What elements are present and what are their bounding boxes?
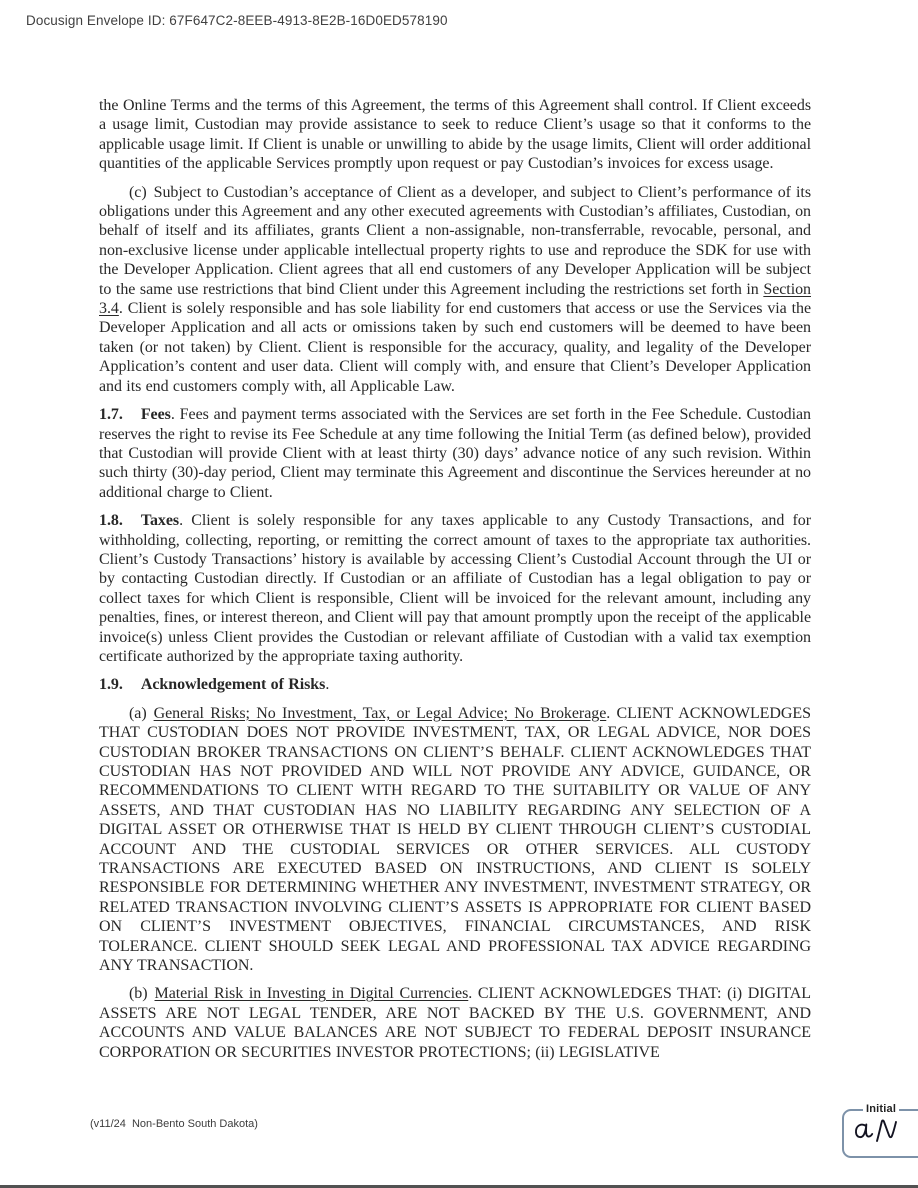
clause-c-lead-text: Subject to Custodian’s acceptance of Client as a developer, and subject to Client’s performance of its obligations under this Agreement and any other executed agreements with Custodian’s affiliates, Custodian, on behalf of itself and its affiliates, grants Client a non-assignable, non-transferrable, revocable, personal, and non-exclusive license under applicable intellectual property rights to use and reproduce the SDK for use with the Developer Application. Client agrees that all end customers of any Developer Application will be subject to the same use restrictions that bind Client under this Agreement including the restrictions set forth in	[99, 183, 811, 298]
clause-c-rest-text: . Client is solely responsible and has sole liability for end customers that access or use the Services via the Developer Application and all acts or omissions taken by such end customers will be deemed to have been taken (or not taken) by Client. Client is responsible for the accuracy, quality, and legality of the Developer Application’s content and user data. Client will comply with, and ensure that Client’s Developer Application and its end customers comply with, all Applicable Law.	[99, 300, 811, 395]
paragraph-b-material-risk	[99, 984, 811, 1062]
section-3-4-reference: Section 3.4	[99, 280, 811, 318]
section-title-fees: Fees	[140, 406, 171, 424]
paragraph-usage-limits: the Online Terms and the terms of this Agreement, the terms of this Agreement shall control. If Client exceeds a usage limit, Custodian may provide assistance to seek to reduce Client’s usage so that it conforms to the applicable usage limit. If Client is unable or unwilling to abide by the usage limits, Client will order additional quantities of the applicable Services promptly upon request or pay Custodian’s invoices for excess usage.	[99, 97, 811, 173]
clause-b-underlined-heading: Material Risk in Investing in Digital Currencies	[154, 985, 469, 1003]
section-1-8-taxes	[99, 511, 811, 666]
document-body	[99, 96, 811, 1071]
clause-a-underlined-heading: General Risks; No Investment, Tax, or Legal Advice; No Brokerage	[153, 704, 607, 722]
section-1-7-text: . Fees and payment terms associated with the Services are set forth in the Fee Schedule. Custodian reserves the right to revise its Fee Schedule at any time following the Initial Term (as defined below), provided that Custodian will provide Client with at least thirty (30) days’ advance notice of any such revision. Within such thirty (30)-day period, Client may terminate this Agreement and discontinue the Services hereunder at no additional charge to Client.	[99, 406, 811, 501]
clause-marker-b: (b)	[129, 985, 148, 1003]
clause-b-text: . CLIENT ACKNOWLEDGES THAT: (i) DIGITAL ASSETS ARE NOT LEGAL TENDER, ARE NOT BACKED BY THE U.S. GOVERNMENT, AND ACCOUNTS AND VALUE BALANCES ARE NOT SUBJECT TO FEDERAL DEPOSIT INSURANCE CORPORATION OR SECURITIES INVESTOR PROTECTIONS; (ii) LEGISLATIVE	[99, 985, 811, 1061]
docusign-envelope-id: Docusign Envelope ID: 67F647C2-8EEB-4913-8E2B-16D0ED578190	[26, 13, 448, 28]
paragraph-c-sdk-license	[99, 183, 811, 396]
paragraph-a-general-risks	[99, 704, 811, 976]
section-1-7-fees	[99, 405, 811, 502]
section-title-taxes: Taxes	[140, 512, 180, 530]
clause-marker-a: (a)	[129, 704, 147, 722]
clause-a-text: . CLIENT ACKNOWLEDGES THAT CUSTODIAN DOES NOT PROVIDE INVESTMENT, TAX, OR LEGAL ADVICE, NOR DOES CUSTODIAN BROKER TRANSACTIONS ON CLIENT’S BEHALF. CLIENT ACKNOWLEDGES THAT CUSTODIAN HAS NOT PROVIDED AND WILL NOT PROVIDE ANY ADVICE, GUIDANCE, OR RECOMMENDATIONS TO CLIENT WITH REGARD TO THE SUITABILITY OR VALUE OF ANY ASSETS, AND THAT CUSTODIAN HAS NO LIABILITY REGARDING ANY SELECTION OF A DIGITAL ASSET OR OTHERWISE THAT IS HELD BY CLIENT THROUGH CLIENT’S CUSTODIAL ACCOUNT AND THE CUSTODIAL SERVICES OR OTHER SERVICES. ALL CUSTODY TRANSACTIONS ARE EXECUTED BASED ON INSTRUCTIONS, AND CLIENT IS SOLELY RESPONSIBLE FOR DETERMINING WHETHER ANY INVESTMENT, INVESTMENT STRATEGY, OR RELATED TRANSACTION INVOLVING CLIENT’S ASSETS IS APPROPRIATE FOR CLIENT BASED ON CLIENT’S INVESTMENT OBJECTIVES, FINANCIAL CIRCUMSTANCES, AND RISK TOLERANCE. CLIENT SHOULD SEEK LEGAL AND PROFESSIONAL TAX ADVICE REGARDING ANY TRANSACTION.	[99, 704, 811, 975]
clause-marker-c: (c)	[129, 183, 147, 201]
initial-field-label: Initial	[863, 1103, 899, 1115]
section-1-8-text: . Client is solely responsible for any taxes applicable to any Custody Transactions, and for withholding, collecting, reporting, or remitting the correct amount of taxes to the appropriate tax authorities. Client’s Custody Transactions’ history is available by accessing Client’s Custodial Account through the UI or by contacting Custodian directly. If Custodian or an affiliate of Custodian has a legal obligation to pay or collect taxes for which Client is responsible, Client will be invoiced for the relevant amount, including any penalties, fines, or interest thereon, and Client will pay that amount promptly upon the receipt of the applicable invoice(s) unless Client provides the Custodian or relevant affiliate of Custodian with a valid tax exemption certificate authorized by the appropriate taxing authority.	[99, 512, 812, 665]
version-note: (v11/24 Non-Bento South Dakota)	[90, 1118, 258, 1130]
section-number-1-9: 1.9.	[99, 676, 123, 694]
section-number-1-8: 1.8.	[99, 512, 123, 530]
initial-signature-field[interactable]	[842, 1103, 918, 1158]
section-1-9-period: .	[325, 676, 330, 694]
section-number-1-7: 1.7.	[99, 406, 123, 424]
section-1-9-acknowledgement-heading	[99, 675, 811, 694]
handwritten-initials	[850, 1113, 908, 1153]
section-title-acknowledgement-of-risks: Acknowledgement of Risks	[140, 676, 326, 694]
